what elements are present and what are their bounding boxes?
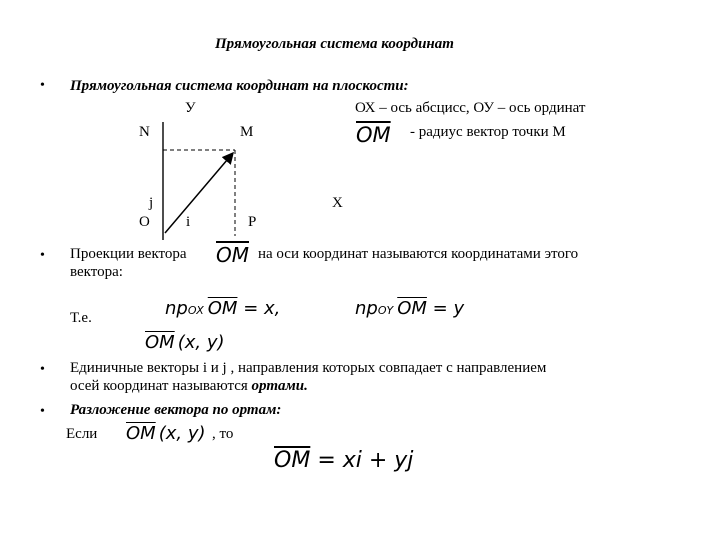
esli-label: Если bbox=[66, 426, 98, 442]
ox-subscript: OX bbox=[187, 304, 204, 317]
bullet-marker: • bbox=[40, 78, 45, 93]
projections-text-end: на оси координат называются координатами этого bbox=[258, 246, 579, 262]
unit-vector-j-label: j bbox=[149, 195, 154, 211]
equals-y: = y bbox=[432, 298, 465, 319]
unit-vectors-line-2-text: осей координат называются bbox=[70, 378, 252, 394]
vector-om-symbol: $\overline{OM}$ bbox=[397, 298, 427, 319]
origin-o-label: O bbox=[139, 214, 150, 230]
coordinates-formula bbox=[145, 332, 225, 353]
unit-vector-i-label: i bbox=[186, 214, 191, 230]
vector-om-symbol: $\overline{OM}$ bbox=[356, 123, 391, 147]
projections-text-continued: вектора: bbox=[70, 264, 123, 280]
bullet-1-heading: Прямоугольная система координат на плоскости: bbox=[70, 78, 409, 94]
projections-text-start: Проекции вектора bbox=[70, 246, 187, 262]
axes-description: ОХ – ось абсцисс, ОУ – ось ординат bbox=[355, 100, 586, 116]
page-title: Прямоугольная система координат bbox=[215, 36, 454, 52]
vector-om-symbol: $\overline{OM}$ bbox=[145, 332, 175, 353]
decomposition-rhs: = xi + yj bbox=[317, 448, 414, 473]
projection-y-formula bbox=[355, 298, 464, 319]
bullet-marker: • bbox=[40, 248, 45, 263]
vector-om-symbol: $\overline{OM}$ bbox=[207, 298, 238, 319]
vector-om-symbol: $\overline{OM}$ bbox=[216, 243, 249, 267]
vector-om-symbol: $\overline{OM}$ bbox=[126, 423, 156, 444]
to-label: , то bbox=[212, 426, 234, 442]
oy-subscript: OY bbox=[377, 304, 394, 317]
unit-vectors-line-1: Единичные векторы i и j , направления которых совпадает с направлением bbox=[70, 360, 547, 376]
coordinates-args: (x, y) bbox=[177, 332, 225, 353]
te-label: Т.е. bbox=[70, 310, 92, 326]
equals-x: = x, bbox=[243, 298, 281, 319]
decomposition-heading: Разложение вектора по ортам: bbox=[70, 402, 282, 418]
orts-term: ортами. bbox=[251, 378, 308, 394]
decomposition-formula bbox=[274, 448, 413, 473]
vector-om-symbol: $\overline{OM}$ bbox=[274, 448, 311, 473]
bullet-marker: • bbox=[40, 362, 45, 377]
unit-vectors-line-2 bbox=[70, 378, 308, 395]
point-p-label: P bbox=[248, 214, 257, 230]
np-symbol: np bbox=[355, 298, 378, 319]
radius-vector-description: - радиус вектор точки М bbox=[410, 124, 566, 140]
projection-x-formula bbox=[165, 298, 280, 319]
bullet-marker: • bbox=[40, 404, 45, 419]
coordinates-args: (x, y) bbox=[158, 423, 206, 444]
vector-om-arrow bbox=[165, 153, 233, 233]
point-m-label: M bbox=[240, 124, 254, 140]
y-axis-label: У bbox=[185, 100, 196, 116]
if-formula bbox=[126, 423, 206, 444]
point-n-label: N bbox=[139, 124, 150, 140]
x-axis-label: X bbox=[332, 195, 343, 211]
np-symbol: np bbox=[165, 298, 188, 319]
